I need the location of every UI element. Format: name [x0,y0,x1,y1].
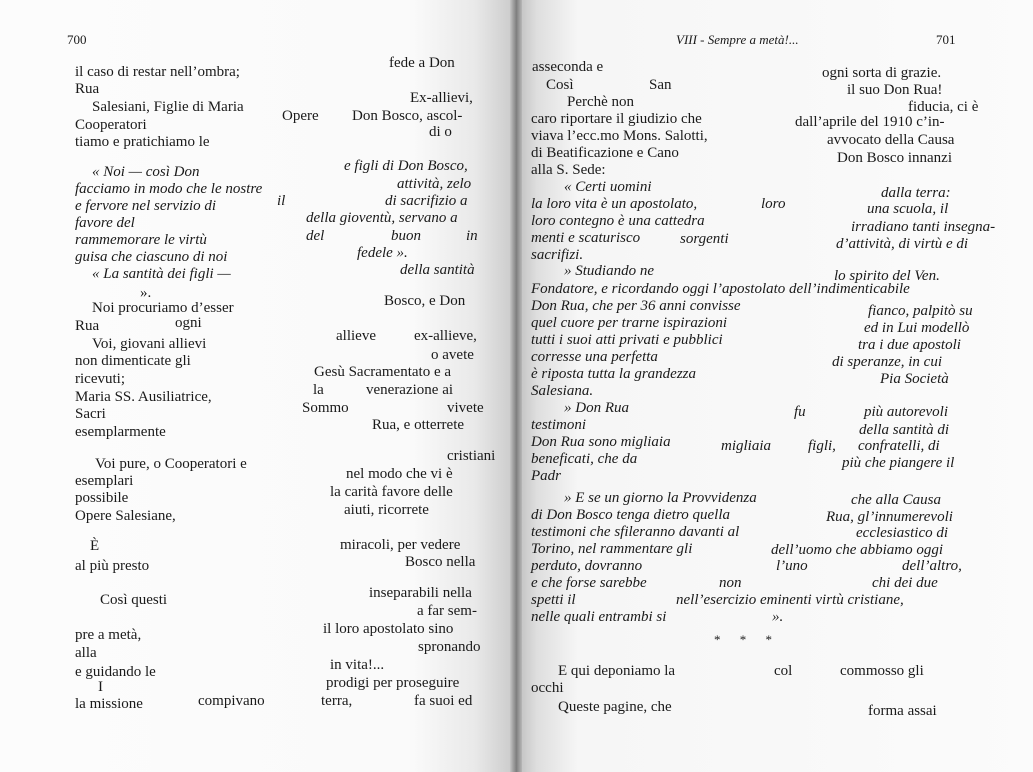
left_page-text-line: buon [391,228,421,244]
right_page-text-line: non [719,575,742,591]
left_page-text-line: a far sem- [417,603,477,619]
left_page-text-line: Così questi [100,592,168,608]
right_page-text-line: asseconda e [532,59,604,75]
left_page-text-line: del [306,228,325,244]
left_page-text-line: Opere Salesiane, [75,508,176,524]
right_page-text-line: il suo Don Rua! [847,82,943,98]
right_page-text-line: tra i due apostoli [858,337,961,353]
right_page-text-line: commosso gli [840,663,924,679]
left_page-text-line: della santità [400,262,475,278]
left_page-text-line: favore del [75,215,135,231]
section-separator: * * * [714,632,780,647]
right_page-text-line: che alla Causa [851,492,941,508]
right_page-text-line: di Beatificazione e Cano [531,145,679,161]
right_page-text-line: chi dei due [872,575,938,591]
left_page-text-line: Salesiani, Figlie di Maria [92,99,244,115]
left_page-text-line: o avete [431,347,474,363]
right_page-text-line: di speranze, in cui [832,354,942,370]
left_page-text-line: non dimenticate gli [75,353,191,369]
left_page-text-line: aiuti, ricorrete [344,502,429,518]
right_page-text-line: figli, [808,438,836,454]
left-page [0,0,516,772]
left_page-text-line: fedele ». [357,245,408,261]
right_page-text-line: fu [794,404,806,420]
left_page-text-line: Sacri [75,406,106,422]
left_page-text-line: vivete [447,400,484,416]
left_page-text-line: Cooperatori [75,117,147,133]
left_page-text-line: Rua [75,318,100,334]
left_page-text-line: possibile [75,490,129,506]
right_page-text-line: quel cuore per trarne ispirazioni [531,315,728,331]
left_page-text-line: della gioventù, servano a [306,210,458,226]
right_page-text-line: spetti il [531,592,576,608]
left_page-text-line: Ex-allievi, [410,90,473,106]
right_page-text-line: fiducia, ci è [908,99,979,115]
right_page-text-line: la loro vita è un apostolato, [531,196,698,212]
left_page-text-line: ogni [175,315,202,331]
left_page-text-line: Voi, giovani allievi [92,336,207,352]
right_page-text-line: caro riportare il giudizio che [531,111,702,127]
right_page-text-line: Rua, gl’innumerevoli [826,509,953,525]
right_page-text-line: alla S. Sede: [531,162,606,178]
left_page-text-line: la missione [75,696,143,712]
right_page-text-line: San [649,77,672,93]
left_page-text-line: spronando [418,639,481,655]
left_page-text-line: ». [140,285,152,301]
right_page-text-line: ed in Lui modellò [864,320,970,336]
right_page-text-line: loro contegno è una cattedra [531,213,705,229]
right_page-text-line: Padr [531,468,561,484]
right_page-text-line: eminenti virtù cristiane, [760,592,904,608]
left_page-text-line: rammemorare le virtù [75,232,207,248]
right_page-text-line: ecclesiastico di [856,525,949,541]
right_page-text-line: di Don Bosco tenga dietro quella [531,507,730,523]
left_page-text-line: fede a Don [389,55,455,71]
left_page-text-line: compivano [198,693,265,709]
right_page-text-line: d’attività, di virtù e di [836,236,969,252]
right-page-number: 701 [936,32,956,47]
left_page-text-line: Sommo [302,400,349,416]
right_page-text-line: Pia Società [880,371,949,387]
left_page-text-line: facciamo in modo che le nostre [75,181,263,197]
left_page-text-line: Voi pure, o Cooperatori e [95,456,247,472]
left_page-text-line: la carità favore delle [330,484,453,500]
left_page-text-line: Don Bosco, ascol- [352,108,463,124]
right_page-text-line: « Certi uomini [564,179,652,195]
left_page-text-line: tiamo e pratichiamo le [75,134,210,150]
left_page-text-line: al più presto [75,558,150,574]
running-head: VIII - Sempre a metà!... [676,32,799,47]
right-page [516,0,1033,772]
right_page-text-line: e che forse sarebbe [531,575,647,591]
right_page-text-line: Don Rua sono migliaia [531,434,671,450]
left_page-text-line: esemplarmente [75,424,166,440]
right_page-text-line: dell’uomo che abbiamo oggi [771,542,944,558]
right_page-text-line: tutti i suoi atti privati e pubblici [531,332,723,348]
left_page-text-line: la [313,382,324,398]
left_page-text-line: « La santità dei figli — [92,266,231,282]
left_page-text-line: in [466,228,478,244]
right_page-text-line: Perchè non [567,94,635,110]
left_page-text-line: il caso di restar nell’ombra; [75,64,240,80]
right_page-text-line: » Studiando ne [564,263,654,279]
right_page-text-line: irradiano tanti insegna- [851,219,996,235]
left_page-text-line: il [277,193,286,209]
right_page-text-line: avvocato della Causa [827,132,955,148]
left_page-text-line: esemplari [75,473,134,489]
right_page-text-line: una scuola, il [867,201,949,217]
right_page-text-line: più che piangere il [842,455,955,471]
left-page-number: 700 [67,32,87,47]
left_page-text-line: terra, [321,693,353,709]
right_page-text-line: dell’altro, [902,558,962,574]
right_page-text-line: viava l’ecc.mo Mons. Salotti, [531,128,708,144]
book-gutter [510,0,522,772]
left_page-text-line: Bosco nella [405,554,476,570]
right_page-text-line: Don Bosco innanzi [837,150,952,166]
left_page-text-line: Noi procuriamo d’esser [92,300,234,316]
right_page-text-line: dalla terra: [881,185,951,201]
right_page-text-line: migliaia [721,438,772,454]
left_page-text-line: prodigi per proseguire [326,675,460,691]
left_page-text-line: e figli di Don Bosco, [344,158,468,174]
right_page-text-line: sorgenti [680,231,729,247]
left_page-text-line: « Noi — così Don [92,164,200,180]
right_page-text-line: E qui deponiamo la [558,663,676,679]
right_page-text-line: occhi [531,680,564,696]
left_page-text-line: in vita!... [330,657,385,673]
right_page-text-line: nelle quali entrambi si [531,609,667,625]
left_page-text-line: e guidando le [75,664,156,680]
left_page-text-line: Rua, e otterrete [372,417,465,433]
right_page-text-line: Don Rua, che per 36 anni convisse [531,298,741,314]
right_page-text-line: della santità di [859,422,949,438]
left_page-text-line: pre a metà, [75,627,142,643]
left_page-text-line: Rua [75,81,100,97]
left_page-text-line: ex-allieve, [414,328,477,344]
right_page-text-line: è riposta tutta la grandezza [531,366,697,382]
left_page-text-line: cristiani [447,448,496,464]
left_page-text-line: guisa che ciascuno di noi [75,249,228,265]
right_page-text-line: più autorevoli [864,404,949,420]
left_page-text-line: Maria SS. Ausiliatrice, [75,389,212,405]
right_page-text-line: dall’aprile del 1910 c’in- [795,114,945,130]
left_page-text-line: ricevuti; [75,371,125,387]
left_page-text-line: Bosco, e Don [384,293,466,309]
right_page-text-line: Salesiana. [531,383,594,399]
right_page-text-line: Così [546,77,574,93]
right_page-text-line: ». [772,609,784,625]
left_page-text-line: Gesù Sacramentato e a [314,364,452,380]
right_page-text-line: testimoni [531,417,586,433]
left_page-text-line: di o [429,124,452,140]
right_page-text-line: Torino, nel rammentare gli [531,541,693,557]
left_page-text-line: miracoli, per vedere [340,537,461,553]
right_page-text-line: Fondatore, e ricordando oggi l’apostolato dell’indimenticabile [531,281,910,297]
left_page-text-line: È [90,538,100,554]
right_page-text-line: loro [761,196,786,212]
right_page-text-line: nell’esercizio [676,592,757,608]
left_page-text-line: attività, zelo [397,176,472,192]
right_page-text-line: fianco, palpitò su [868,303,973,319]
left_page-text-line: inseparabili nella [369,585,472,601]
right_page-text-line: forma assai [868,703,937,719]
right_page-text-line: l’uno [776,558,808,574]
left_page-text-line: I [98,679,103,695]
left_page-text-line: Opere [282,108,319,124]
left_page-text-line: fa suoi ed [414,693,473,709]
right_page-text-line: sacrifizi. [531,247,584,263]
left_page-text-line: venerazione ai [366,382,454,398]
right_page-text-line: perduto, dovranno [531,558,643,574]
left_page-text-line: e fervore nel servizio di [75,198,217,214]
left_page-text-line: nel modo che vi è [346,466,453,482]
right_page-text-line: beneficati, che da [531,451,638,467]
right_page-text-line: lo spirito del Ven. [834,268,940,284]
left_page-text-line: il loro apostolato sino [323,621,454,637]
left_page-text-line: di sacrifizio a [385,193,468,209]
right_page-text-line: » E se un giorno la Provvidenza [564,490,757,506]
right_page-text-line: corresse una perfetta [531,349,658,365]
left_page-text-line: alla [75,645,97,661]
right_page-text-line: Queste pagine, che [558,699,672,715]
right_page-text-line: » Don Rua [564,400,629,416]
left_page-text-line: allieve [336,328,376,344]
right_page-text-line: confratelli, di [858,438,940,454]
right_page-text-line: menti e scaturisco [531,230,641,246]
right_page-text-line: testimoni che sfileranno davanti al [531,524,740,540]
right_page-text-line: ogni sorta di grazie. [822,65,942,81]
right_page-text-line: col [774,663,793,679]
